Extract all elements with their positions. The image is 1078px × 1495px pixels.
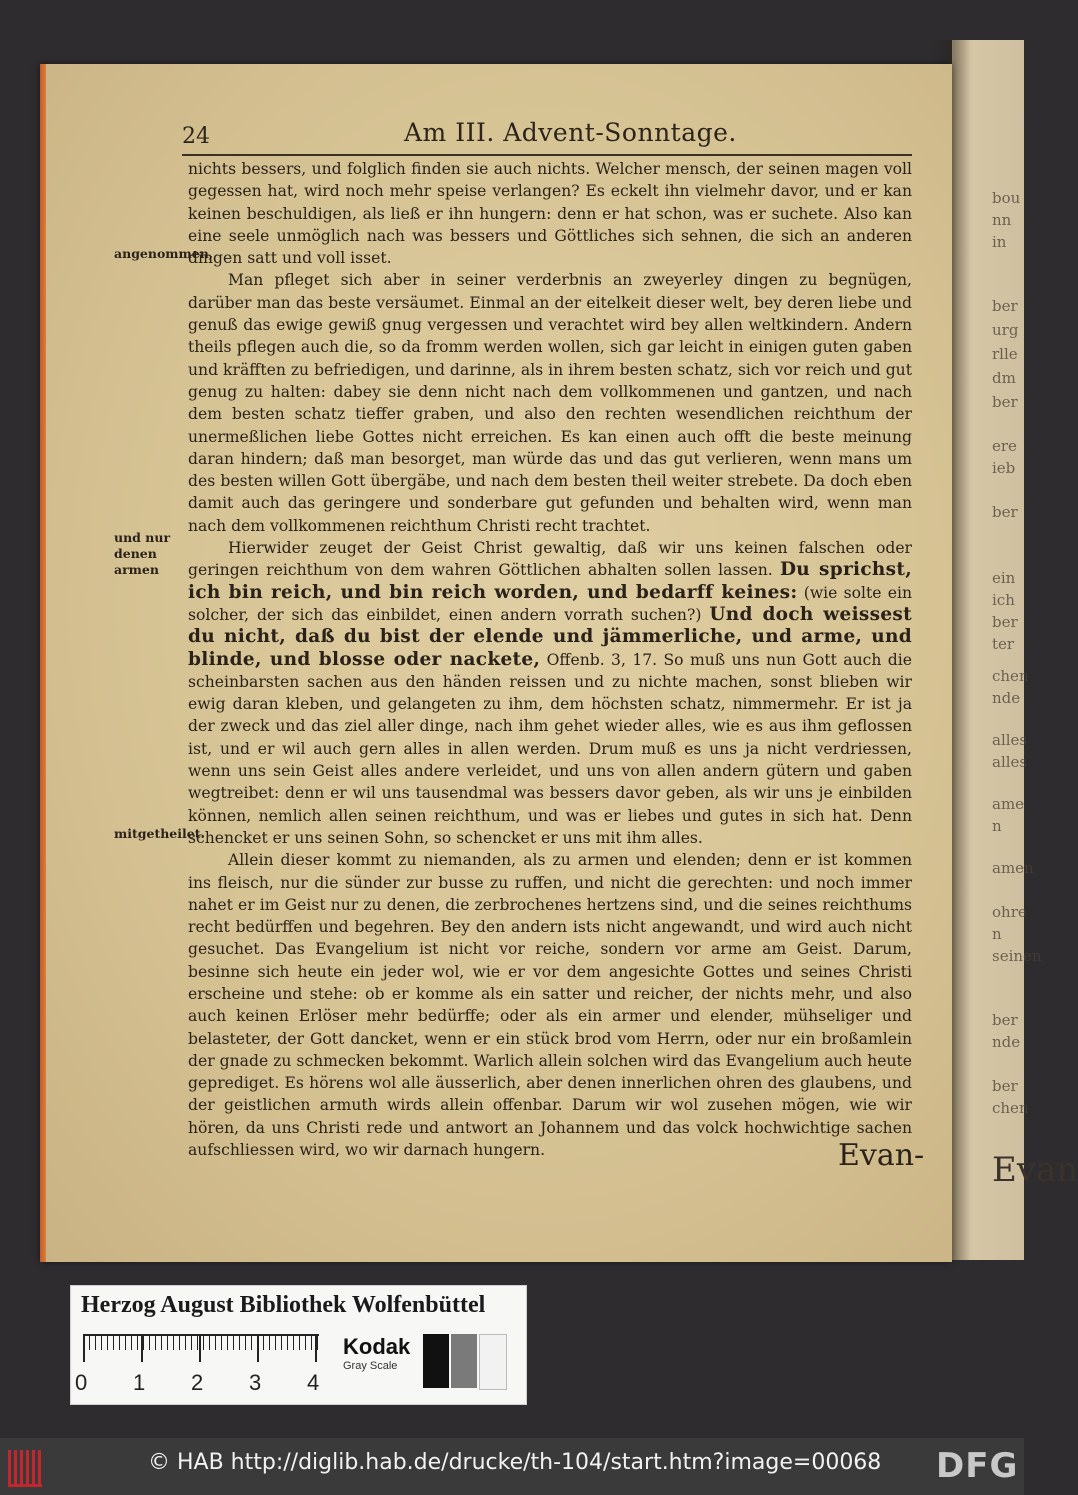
margin-note-2: und nur denen armen (114, 530, 171, 577)
scripture-quote-1: Du sprichst, ich bin reich, und bin reich worden, und bedarff keines: (188, 559, 912, 603)
hab-library-icon (8, 1450, 42, 1487)
ruler-number: 4 (307, 1370, 320, 1395)
next-page-fragment: ber (992, 393, 1018, 411)
next-page-fragment: ohre (992, 903, 1027, 921)
next-page-fragment: dm (992, 369, 1016, 387)
running-head: Am III. Advent-Sonntage. (404, 118, 737, 147)
next-page-fragment: ber (992, 297, 1018, 315)
next-page-fragment: n (992, 817, 1002, 835)
next-page-fragment: ter (992, 635, 1015, 653)
next-page-fragment: alles (992, 753, 1028, 771)
paragraph-3 (188, 537, 912, 849)
next-page-fragment: alles (992, 731, 1028, 749)
margin-note-1: angenommen, (114, 246, 214, 261)
next-page-fragment: nde (992, 689, 1021, 707)
next-page-fragment: seinen (992, 947, 1042, 965)
kodak-brand: Kodak (343, 1334, 411, 1359)
gray-patch-mid (451, 1334, 477, 1388)
next-page-fragment: ber (992, 503, 1018, 521)
paragraph-3-text: Hierwider zeuget der Geist Christ gewaltig, daß wir uns keinen falschen oder geringen reichthum von dem wahren Göttlichen abhalten sollen lassen. (188, 539, 912, 580)
paragraph-1: nichts bessers, und folglich finden sie auch nichts. Welcher mensch, der seinen magen voll gegessen hat, wird noch mehr speise verlangen? Es eckelt ihn vielmehr davor, und er kan keinen beschuldigen, als ließ er ihn hungern: denn er hat schon, was er suchete. Also kan eine seele unmöglich nach was bessers und Göttliches sich sehnen, die sich an anderen dingen satt und voll isset. (188, 160, 912, 268)
paragraph-3-aside: (wie solte ein solcher, der sich das einbildet, einen andern vorrath suchen?) (188, 583, 912, 624)
scripture-quote-2: Und doch weissest du nicht, daß du bist der elende und jämmerliche, und arme, und blinde, und blosse oder nackete, (188, 603, 912, 670)
gray-scale-label: Gray Scale (343, 1360, 398, 1372)
next-page-catchword: Evan (992, 1150, 1078, 1190)
gray-patch-black (423, 1334, 449, 1388)
margin-note-3: mitgetheilet. (114, 826, 205, 841)
paragraph-4: Allein dieser kommt zu niemanden, als zu armen und elenden; denn er ist kommen ins fleisch, nur die sünder zur busse zu ruffen, und nicht die gerechten: und noch immer nahet er im Geist nur zu denen, die zerbrochenes hertzens sind, und die seines reichthums recht bedürffen und begehren. Bey den andern ists nicht angewandt, und wird auch nicht gesuchet. Das Evangelium ist nicht vor reiche, sondern vor arme am Geist. Darum, besinne sich heute ein jeder wol, wie er vor dem angesichte Gottes und seines Christi erscheine und stehe: ob er komme als ein satter und reicher, der nichts mehr, und also auch keinen Erlöser mehr bedürffe; oder als ein armer und elender, mühseliger und belasteter, der Gott dancket, wenn er ein stück brod vom Herrn, oder nur ein broßamlein der gnade zu schmecken bekommt. Warlich allein solchen wird das Evangelium auch heute geprediget. Es hörens wol alle äusserlich, aber denen innerlichen ohren des glaubens, und der geistlichen armuth wirds allein offenbar. Darum wir wol zusehen mögen, wie wir hören, da uns Christi rede und antwort an Johannem und das volck hochwichtige sachen aufschliessen wird, wo wir darnach hungern. (188, 851, 912, 1160)
ruler-number: 1 (133, 1370, 146, 1395)
next-page-fragment: n (992, 925, 1002, 943)
next-page-fragment: ame (992, 795, 1025, 813)
gray-patch-white (479, 1334, 507, 1390)
ruler-scale (83, 1334, 319, 1364)
next-page-fragment: chen (992, 667, 1029, 685)
next-page-fragment: ber (992, 1011, 1018, 1029)
footer-bar (0, 1438, 1024, 1495)
ruler-number: 3 (249, 1370, 262, 1395)
ruler-number: 2 (191, 1370, 204, 1395)
next-page-fragment: ere (992, 437, 1017, 455)
next-page-fragment: ber (992, 613, 1018, 631)
next-page-fragment: urg (992, 321, 1019, 339)
next-page-fragment: nde (992, 1033, 1021, 1051)
next-page-fragment: ber (992, 1077, 1018, 1095)
next-page-fragment: ieb (992, 459, 1016, 477)
next-page-fragment: nn (992, 211, 1012, 229)
next-page-fragment: ein (992, 569, 1016, 587)
catchword: Evan- (838, 1138, 925, 1173)
next-page-fragment: chen (992, 1099, 1029, 1117)
dfg-logo: DFG (936, 1446, 1019, 1486)
body-text (188, 158, 912, 1161)
next-page-fragment: in (992, 233, 1007, 251)
header-rule (182, 154, 912, 156)
next-page-fragment: amen (992, 859, 1034, 877)
next-page-fragment: ich (992, 591, 1015, 609)
next-page-fragment: rlle (992, 345, 1018, 363)
paragraph-2: Man pfleget sich aber in seiner verderbnis an zweyerley dingen zu begnügen, darüber man das beste versäumet. Einmal an der eitelkeit dieser welt, bey deren liebe und genuß das ewige gewiß gnug vergessen und verachtet wird bey allen weltkindern. Andern theils pflegen auch die, so da fromm werden wollen, sich gar leicht in einigen guten gaben und kräfften zu befriedigen, und darinne, als in ihrem besten schatz, sich vor reich und gut genug zu halten: dabey sie denn nicht nach dem vollkommenen und gantzen, und nach dem besten schatz tieffer graben, und also den rechten wesendlichen reichthum der unermeßlichen liebe Gottes nicht erreichen. Es kan einen auch offt die beste meinung daran hindern; daß man besorget, man würde das und das gut verlieren, wenn mans um des besten willen Gott übergäbe, und nach dem besten theil weiter strebete. Da doch eben damit auch das geringere und sonderbare gut gefunden und behalten wird, wenn man nach dem vollkommenen reichthum Christi recht trachtet. (188, 271, 912, 535)
ruler-number: 0 (75, 1370, 88, 1395)
page-red-edge (40, 64, 46, 1262)
page-number: 24 (182, 124, 210, 149)
library-label (70, 1285, 527, 1405)
paragraph-3-rest: Offenb. 3, 17. So muß uns nun Gott auch die scheinbarsten sachen aus den händen reissen und zu nichte machen, sonst blieben wir ewig daran kleben, und gelangeten zu ihm, dem höchsten schatz, nimmermehr. Er ist ja der zweck und das ziel aller dinge, nach ihm gehet wieder alles, wie es aus ihm geflossen ist, und er wil auch gern alles in allen werden. Drum muß es uns ja nicht verdriessen, wenn uns sein Geist alles andere verleidet, und uns von allen andern gütern und gaben wegtreibet: denn er wil uns tausendmal was bessers davor geben, als wir uns je einbilden können, nemlich allen seinen reichthum, und was er liebes und gutes in sich hat. Denn schencket er uns seinen Sohn, so schencket er uns mit ihm alles. (188, 650, 912, 847)
library-name: Herzog August Bibliothek Wolfenbüttel (81, 1292, 486, 1318)
next-page-fragment: bou (992, 189, 1021, 207)
copyright-url[interactable]: © HAB http://diglib.hab.de/drucke/th-104/start.htm?image=00068 (148, 1450, 882, 1475)
